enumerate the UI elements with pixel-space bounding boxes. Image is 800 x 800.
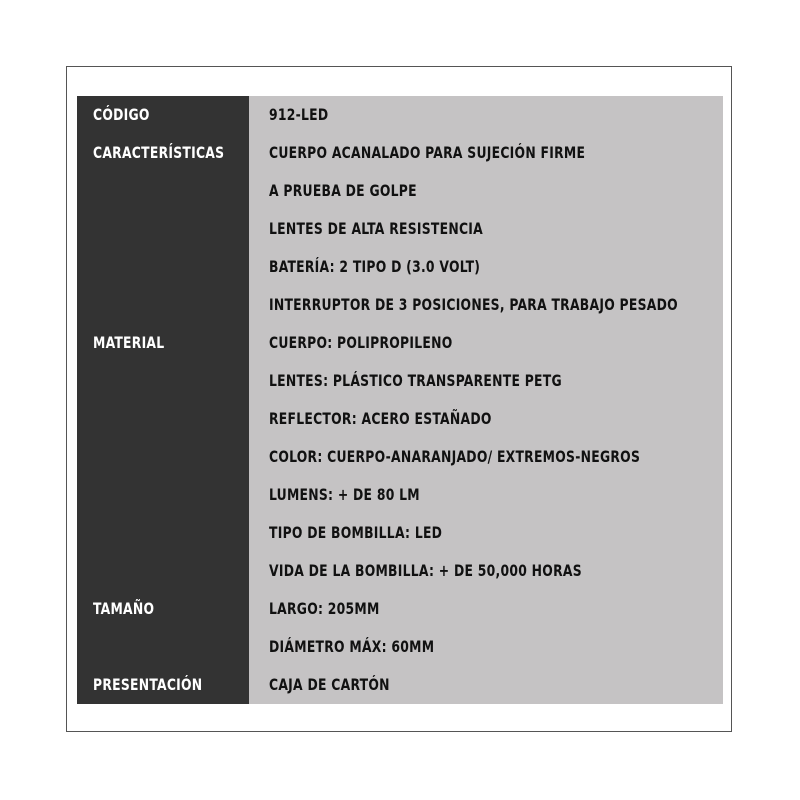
row-value: A PRUEBA DE GOLPE bbox=[269, 181, 417, 200]
spec-row bbox=[77, 286, 723, 324]
spec-row bbox=[77, 362, 723, 400]
row-value: BATERÍA: 2 TIPO D (3.0 VOLT) bbox=[269, 257, 481, 276]
row-label: MATERIAL bbox=[93, 333, 165, 352]
row-value: LENTES: PLÁSTICO TRANSPARENTE PETG bbox=[269, 371, 562, 390]
row-value: LARGO: 205MM bbox=[269, 599, 380, 618]
spec-row bbox=[77, 476, 723, 514]
spec-row bbox=[77, 134, 723, 172]
spec-row bbox=[77, 400, 723, 438]
row-value: COLOR: CUERPO-ANARANJADO/ EXTREMOS-NEGROS bbox=[269, 447, 641, 466]
row-value: CUERPO ACANALADO PARA SUJECIÓN FIRME bbox=[269, 143, 586, 162]
spec-row bbox=[77, 210, 723, 248]
row-label: CARACTERÍSTICAS bbox=[93, 143, 225, 162]
spec-table bbox=[77, 96, 723, 704]
row-label: CÓDIGO bbox=[93, 105, 150, 124]
row-value: INTERRUPTOR DE 3 POSICIONES, PARA TRABAJO PESADO bbox=[269, 295, 678, 314]
row-label: PRESENTACIÓN bbox=[93, 675, 203, 694]
spec-row bbox=[77, 590, 723, 628]
spec-row bbox=[77, 248, 723, 286]
spec-row bbox=[77, 324, 723, 362]
row-value: LUMENS: + DE 80 LM bbox=[269, 485, 420, 504]
row-value: CUERPO: POLIPROPILENO bbox=[269, 333, 453, 352]
spec-row bbox=[77, 438, 723, 476]
spec-row bbox=[77, 666, 723, 704]
row-value: REFLECTOR: ACERO ESTAÑADO bbox=[269, 409, 492, 428]
spec-row bbox=[77, 628, 723, 666]
row-value: CAJA DE CARTÓN bbox=[269, 675, 390, 694]
spec-row bbox=[77, 514, 723, 552]
row-value: DIÁMETRO MÁX: 60MM bbox=[269, 637, 435, 656]
row-label: TAMAÑO bbox=[93, 599, 155, 618]
row-value: LENTES DE ALTA RESISTENCIA bbox=[269, 219, 484, 238]
spec-row bbox=[77, 96, 723, 134]
row-value: 912-LED bbox=[269, 105, 329, 124]
spec-row bbox=[77, 172, 723, 210]
row-value: VIDA DE LA BOMBILLA: + DE 50,000 HORAS bbox=[269, 561, 582, 580]
spec-row bbox=[77, 552, 723, 590]
row-value: TIPO DE BOMBILLA: LED bbox=[269, 523, 443, 542]
